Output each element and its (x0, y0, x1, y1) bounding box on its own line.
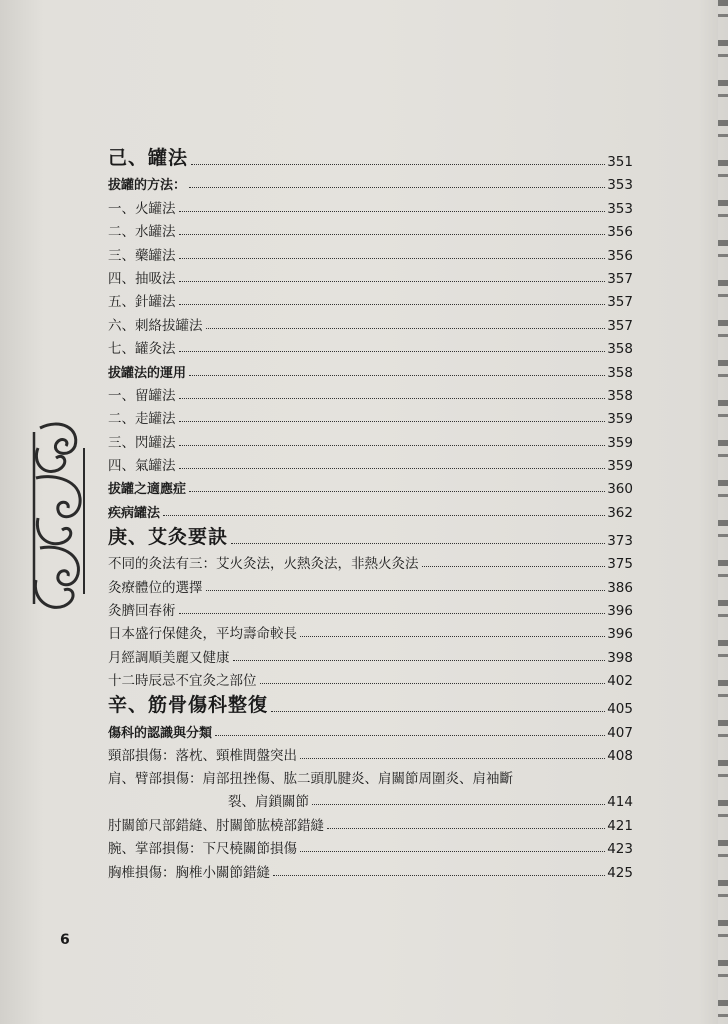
dot-leader (163, 514, 605, 516)
toc-entry (108, 689, 633, 717)
toc-entry-title: 辛、筋骨傷科整復 (108, 694, 269, 717)
dot-leader (179, 233, 606, 235)
table-of-contents (108, 142, 633, 881)
dot-leader (422, 565, 606, 567)
toc-entry (108, 142, 633, 170)
toc-entry-page: 408 (607, 747, 633, 764)
toc-entry-page: 396 (607, 603, 633, 620)
dot-leader (179, 420, 606, 422)
toc-entry-page: 357 (607, 270, 633, 287)
toc-entry (108, 497, 633, 520)
dot-leader (179, 210, 606, 212)
toc-entry-title: 胸椎損傷：胸椎小關節錯縫 (108, 864, 270, 881)
toc-entry-page: 353 (607, 177, 633, 194)
toc-entry-page: 357 (607, 317, 633, 334)
toc-entry-page: 356 (607, 247, 633, 264)
toc-entry-title: 拔罐之適應症 (108, 482, 187, 498)
toc-entry (108, 666, 633, 689)
toc-entry-page: 386 (607, 579, 633, 596)
dot-leader (179, 257, 606, 259)
toc-entry (108, 334, 633, 357)
toc-entry-title: 不同的灸法有三：艾火灸法，火熱灸法，非熱火灸法 (108, 556, 419, 573)
toc-entry-title: 肩、臂部損傷：肩部扭挫傷、肱二頭肌腱炎、肩關節周圍炎、肩袖斷 (108, 770, 513, 787)
toc-entry-page: 358 (607, 387, 633, 404)
toc-entry (108, 741, 633, 764)
cloud-scroll-ornament-icon (30, 418, 88, 618)
toc-entry-title: 裂、肩鎖關節 (228, 794, 309, 811)
toc-entry (108, 170, 633, 193)
dot-leader (179, 303, 606, 305)
toc-entry-title: 三、閃罐法 (108, 434, 176, 451)
toc-entry (108, 619, 633, 642)
toc-entry (108, 521, 633, 549)
toc-entry-title: 四、抽吸法 (108, 270, 176, 287)
toc-entry (108, 264, 633, 287)
toc-entry-title: 拔罐的方法： (108, 178, 187, 194)
toc-entry-page: 358 (607, 364, 633, 381)
dot-leader (231, 542, 605, 544)
dot-leader (312, 803, 605, 805)
toc-entry (108, 572, 633, 595)
toc-entry (108, 810, 633, 833)
page-number: 6 (60, 932, 70, 948)
toc-entry (108, 474, 633, 497)
toc-entry-page: 358 (607, 341, 633, 358)
toc-entry-title: 腕、掌部損傷：下尺橈關節損傷 (108, 841, 297, 858)
toc-entry (108, 764, 633, 787)
toc-entry-page: 351 (607, 154, 633, 170)
dot-leader (179, 350, 606, 352)
toc-entry-page: 402 (607, 673, 633, 690)
toc-entry (108, 357, 633, 380)
dot-leader (179, 444, 606, 446)
dot-leader (327, 827, 605, 829)
dot-leader (260, 682, 606, 684)
dot-leader (179, 612, 606, 614)
toc-entry-title: 拔罐法的運用 (108, 365, 187, 381)
toc-entry (108, 404, 633, 427)
toc-entry-title: 傷科的認識與分類 (108, 725, 213, 741)
toc-entry-page: 375 (607, 556, 633, 573)
toc-entry-page: 398 (607, 649, 633, 666)
toc-entry-title: 四、氣罐法 (108, 458, 176, 475)
toc-entry (108, 451, 633, 474)
toc-entry-title: 一、火罐法 (108, 200, 176, 217)
toc-entry-title: 灸療體位的選擇 (108, 579, 203, 596)
dot-leader (233, 659, 606, 661)
toc-entry-page: 356 (607, 224, 633, 241)
toc-entry-page: 359 (607, 411, 633, 428)
toc-entry-page: 360 (607, 481, 633, 498)
toc-entry (108, 549, 633, 572)
toc-entry-page: 421 (607, 817, 633, 834)
dot-leader (300, 635, 605, 637)
toc-entry (108, 787, 633, 810)
toc-entry-page: 423 (607, 841, 633, 858)
toc-entry-page: 353 (607, 200, 633, 217)
toc-entry-page: 407 (607, 724, 633, 741)
dot-leader (179, 280, 606, 282)
dot-leader (300, 757, 605, 759)
toc-entry-page: 414 (607, 794, 633, 811)
toc-entry-title: 一、留罐法 (108, 387, 176, 404)
toc-entry (108, 857, 633, 880)
toc-entry (108, 427, 633, 450)
toc-entry-title: 二、水罐法 (108, 224, 176, 241)
toc-entry-title: 二、走罐法 (108, 411, 176, 428)
toc-entry-page: 362 (607, 504, 633, 521)
toc-entry-title: 日本盛行保健灸，平均壽命較長 (108, 626, 297, 643)
toc-entry (108, 717, 633, 740)
dot-leader (206, 589, 606, 591)
toc-entry-title: 肘關節尺部錯縫、肘關節肱橈部錯縫 (108, 817, 324, 834)
dot-leader (271, 710, 605, 712)
toc-entry-page: 373 (607, 532, 633, 549)
dot-leader (189, 186, 605, 188)
toc-entry (108, 240, 633, 263)
toc-entry-title: 七、罐灸法 (108, 341, 176, 358)
toc-entry-title: 十二時辰忌不宜灸之部位 (108, 673, 257, 690)
toc-entry-title: 庚、艾灸要訣 (108, 525, 229, 548)
dot-leader (189, 490, 605, 492)
scan-edge (718, 0, 728, 1024)
toc-entry-title: 頸部損傷：落枕、頸椎間盤突出 (108, 747, 297, 764)
toc-entry (108, 642, 633, 665)
dot-leader (273, 874, 605, 876)
dot-leader (206, 327, 606, 329)
toc-entry-page: 396 (607, 626, 633, 643)
dot-leader (191, 163, 605, 165)
toc-entry-title: 灸臍回春術 (108, 603, 176, 620)
dot-leader (215, 734, 605, 736)
dot-leader (179, 467, 606, 469)
toc-entry (108, 287, 633, 310)
toc-entry-page: 357 (607, 294, 633, 311)
toc-entry (108, 596, 633, 619)
toc-entry (108, 834, 633, 857)
toc-entry-title: 疾病罐法 (108, 505, 161, 521)
dot-leader (300, 850, 605, 852)
toc-entry-page: 425 (607, 864, 633, 881)
toc-entry-title: 三、藥罐法 (108, 247, 176, 264)
toc-entry-page: 359 (607, 434, 633, 451)
toc-entry-page: 405 (607, 701, 633, 718)
toc-entry (108, 381, 633, 404)
toc-entry-title: 五、針罐法 (108, 294, 176, 311)
toc-entry-title: 己、罐法 (108, 147, 189, 169)
toc-entry-page: 359 (607, 458, 633, 475)
toc-entry-title: 月經調順美麗又健康 (108, 649, 230, 666)
toc-entry (108, 217, 633, 240)
dot-leader (189, 374, 605, 376)
dot-leader (179, 397, 606, 399)
toc-entry (108, 193, 633, 216)
toc-entry (108, 310, 633, 333)
toc-entry-title: 六、刺絡拔罐法 (108, 317, 203, 334)
